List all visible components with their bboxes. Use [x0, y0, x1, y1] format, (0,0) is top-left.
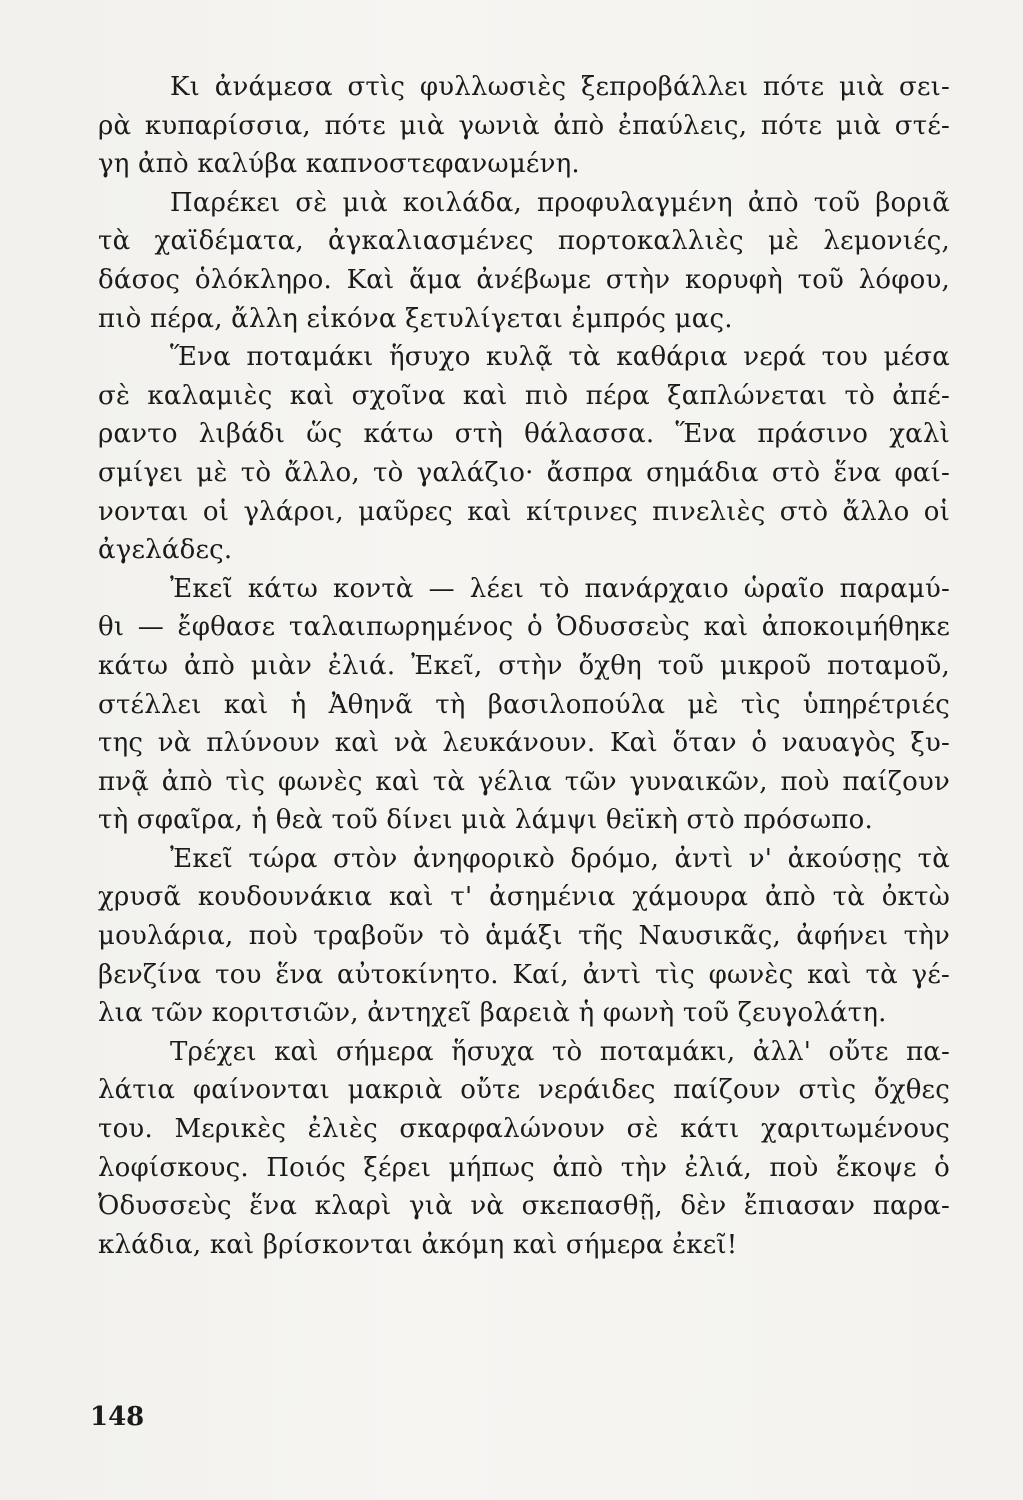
text-line: σμίγει μὲ τὸ ἄλλο, τὸ γαλάζιο· ἄσπρα σημάδια στὸ ἕνα φαί-	[98, 457, 950, 488]
text-line: τὰ χαϊδέματα, ἀγκαλιασμένες πορτοκαλλιὲς μὲ λεμονιές,	[98, 226, 950, 257]
text-line: δάσος ὁλόκληρο. Καὶ ἅμα ἀνέβωμε στὴν κορυφὴ τοῦ λόφου,	[98, 264, 950, 295]
text-line: Ἐκεῖ τώρα στὸν ἀνηφορικὸ δρόμο, ἀντὶ ν' ἀκούσῃς τὰ	[170, 843, 950, 874]
text-line: Ὀδυσσεὺς ἕνα κλαρὶ γιὰ νὰ σκεπασθῇ, δὲν ἔπιασαν παρα-	[98, 1191, 950, 1222]
text-line: λοφίσκους. Ποιός ξέρει μήπως ἀπὸ τὴν ἐλιά, ποὺ ἔκοψε ὁ	[98, 1152, 950, 1183]
text-line: βενζίνα του ἕνα αὐτοκίνητο. Καί, ἀντὶ τὶς φωνὲς καὶ τὰ γέ-	[98, 959, 950, 990]
text-line: πιὸ πέρα, ἄλλη εἰκόνα ξετυλίγεται ἐμπρός μας.	[98, 303, 733, 334]
text-line: ἀγελάδες.	[98, 535, 233, 566]
text-line: Παρέκει σὲ μιὰ κοιλάδα, προφυλαγμένη ἀπὸ τοῦ βοριᾶ	[170, 187, 950, 218]
text-line: σὲ καλαμιὲς καὶ σχοῖνα καὶ πιὸ πέρα ξαπλώνεται τὸ ἀπέ-	[98, 380, 950, 411]
text-line: λάτια φαίνονται μακριὰ οὔτε νεράιδες παίζουν στὶς ὄχθες	[98, 1075, 950, 1106]
text-line: θι — ἔφθασε ταλαιπωρημένος ὁ Ὀδυσσεὺς καὶ ἀποκοιμήθηκε	[98, 612, 950, 643]
text-line: νονται οἱ γλάροι, μαῦρες καὶ κίτρινες πινελιὲς στὸ ἄλλο οἱ	[98, 496, 950, 527]
paragraph-4	[98, 570, 950, 840]
paragraph-5	[98, 840, 950, 1033]
text-line: κλάδια, καὶ βρίσκονται ἀκόμη καὶ σήμερα ἐκεῖ!	[98, 1229, 738, 1260]
text-line: ρὰ κυπαρίσσια, πότε μιὰ γωνιὰ ἀπὸ ἐπαύλεις, πότε μιὰ στέ-	[98, 110, 950, 141]
text-line: Ἐκεῖ κάτω κοντὰ — λέει τὸ πανάρχαιο ὡραῖο παραμύ-	[170, 573, 950, 604]
text-line: στέλλει καὶ ἡ Ἀθηνᾶ τὴ βασιλοπούλα μὲ τὶς ὑπηρέτριές	[98, 689, 950, 720]
text-line: της νὰ πλύνουν καὶ νὰ λευκάνουν. Καὶ ὅταν ὁ ναυαγὸς ξυ-	[98, 728, 950, 759]
text-line: πνᾷ ἀπὸ τὶς φωνὲς καὶ τὰ γέλια τῶν γυναικῶν, ποὺ παίζουν	[98, 766, 950, 797]
text-line: Κι ἀνάμεσα στὶς φυλλωσιὲς ξεπροβάλλει πότε μιὰ σει-	[170, 72, 950, 102]
paragraph-2	[98, 184, 950, 338]
text-line: χρυσᾶ κουδουνάκια καὶ τ' ἀσημένια χάμουρα ἀπὸ τὰ ὀκτὼ	[98, 882, 950, 913]
paragraph-3	[98, 338, 950, 570]
paragraph-6	[98, 1033, 950, 1265]
text-line: Ἕνα ποταμάκι ἥσυχο κυλᾷ τὰ καθάρια νερά του μέσα	[170, 342, 950, 373]
body-text	[98, 68, 950, 1264]
page-number: 148	[90, 1402, 145, 1432]
text-line: Τρέχει καὶ σήμερα ἥσυχα τὸ ποταμάκι, ἀλλ' οὔτε πα-	[170, 1036, 950, 1067]
text-line: ραντο λιβάδι ὥς κάτω στὴ θάλασσα. Ἕνα πράσινο χαλὶ	[98, 419, 950, 450]
text-line: μουλάρια, ποὺ τραβοῦν τὸ ἁμάξι τῆς Ναυσικᾶς, ἀφήνει τὴν	[98, 921, 950, 952]
text-line: γη ἀπὸ καλύβα καπνοστεφανωμένη.	[98, 149, 580, 180]
text-line: κάτω ἀπὸ μιὰν ἐλιά. Ἐκεῖ, στὴν ὄχθη τοῦ μικροῦ ποταμοῦ,	[98, 650, 950, 681]
text-line: λια τῶν κοριτσιῶν, ἀντηχεῖ βαρειὰ ἡ φωνὴ τοῦ ζευγολάτη.	[98, 998, 887, 1029]
text-line: τὴ σφαῖρα, ἡ θεὰ τοῦ δίνει μιὰ λάμψι θεϊκὴ στὸ πρόσωπο.	[98, 805, 873, 836]
paragraph-1	[98, 68, 950, 184]
text-line: του. Μερικὲς ἐλιὲς σκαρφαλώνουν σὲ κάτι χαριτωμένους	[98, 1114, 950, 1145]
